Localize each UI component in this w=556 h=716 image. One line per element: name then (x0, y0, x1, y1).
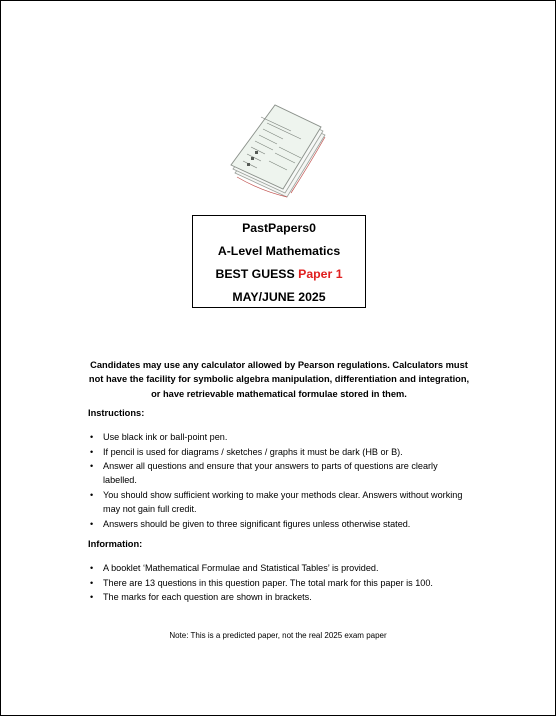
list-item: • If pencil is used for diagrams / sketches / graphs it must be dark (HB or B). (88, 445, 468, 459)
brand-name: PastPapers0 (242, 221, 316, 235)
exam-papers-stack-icon (221, 101, 337, 201)
list-item: • Answer all questions and ensure that your answers to parts of questions are clearly labelled. (88, 459, 468, 487)
list-item: • You should show sufficient working to make your methods clear. Answers without working may not gain full credit. (88, 488, 468, 516)
instructions-list (88, 430, 468, 531)
title-box (192, 215, 366, 308)
calculator-notice: Candidates may use any calculator allowed by Pearson regulations. Calculators must not have the facility for symbolic algebra manipulation, differentiation and integration, or have retrievable mathematical formulae stored in them. (88, 360, 470, 399)
paper-title-prefix: BEST GUESS (215, 267, 299, 281)
information-heading: Information: (88, 539, 143, 549)
predicted-paper-note: Note: This is a predicted paper, not the real 2025 exam paper (169, 631, 387, 640)
instructions-heading: Instructions: (88, 408, 145, 418)
subject-title: A-Level Mathematics (217, 244, 341, 258)
list-item: • A booklet ‘Mathematical Formulae and Statistical Tables’ is provided. (88, 561, 468, 575)
list-item: • Answers should be given to three significant figures unless otherwise stated. (88, 517, 468, 531)
paper-number: Paper 1 (298, 267, 343, 281)
list-item: • The marks for each question are shown in brackets. (88, 590, 468, 604)
list-item: • Use black ink or ball-point pen. (88, 430, 468, 444)
list-item: • There are 13 questions in this question paper. The total mark for this paper is 100. (88, 576, 468, 590)
exam-session: MAY/JUNE 2025 (232, 290, 326, 304)
information-list (88, 561, 468, 605)
paper-title (193, 267, 365, 281)
